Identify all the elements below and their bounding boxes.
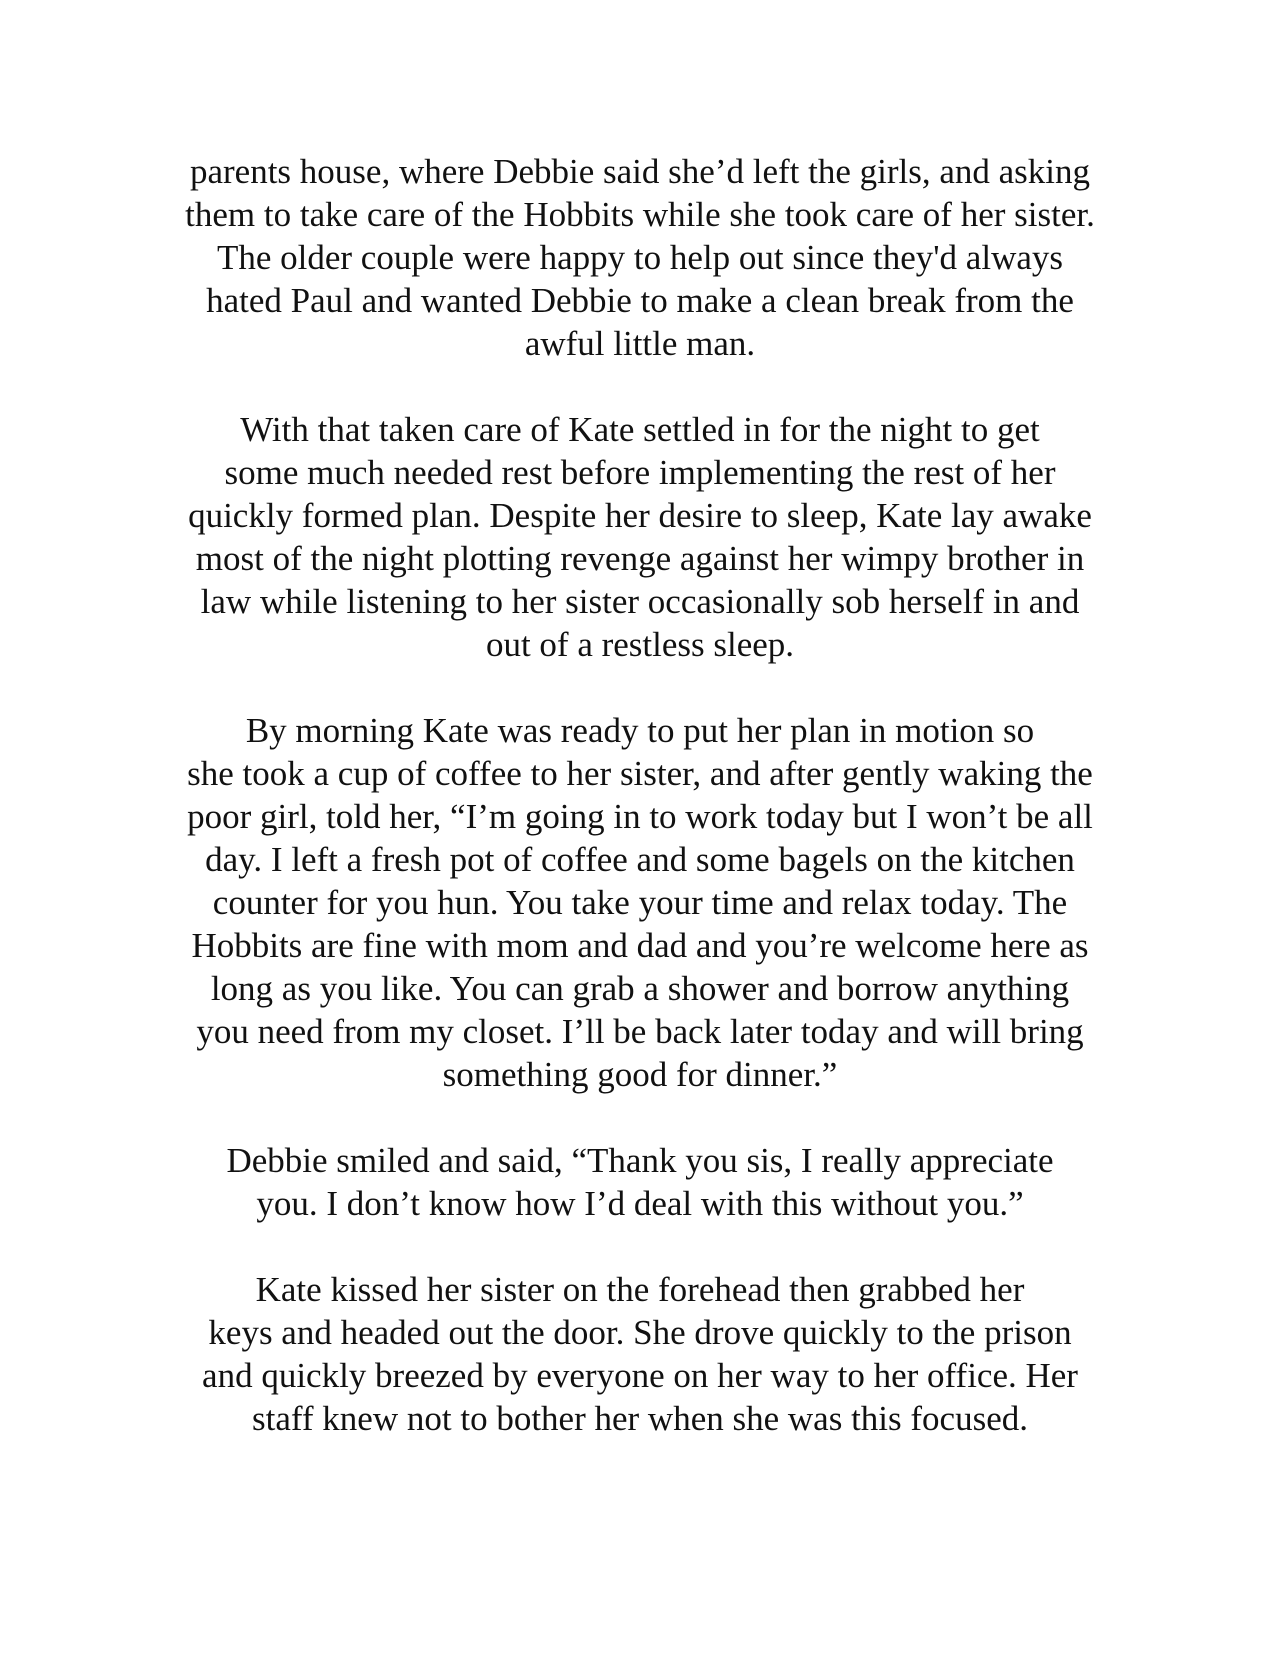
text-line: something good for dinner.”	[442, 1055, 838, 1094]
text-line: awful little man.	[524, 324, 756, 363]
text-line: By morning Kate was ready to put her plan in motion so	[245, 711, 1035, 750]
paragraph-3	[120, 709, 1160, 1096]
text-line: keys and headed out the door. She drove quickly to the prison	[208, 1313, 1072, 1352]
text-line: law while listening to her sister occasionally sob herself in and	[200, 582, 1080, 621]
text-line: Debbie smiled and said, “Thank you sis, I really appreciate	[226, 1141, 1054, 1180]
text-line: The older couple were happy to help out since they'd always	[216, 238, 1064, 277]
text-line: quickly formed plan. Despite her desire to sleep, Kate lay awake	[188, 496, 1092, 535]
story-text	[120, 150, 1160, 1483]
text-line: poor girl, told her, “I’m going in to work today but I won’t be all	[187, 797, 1093, 836]
text-line: staff knew not to bother her when she was this focused.	[252, 1399, 1028, 1438]
text-line: them to take care of the Hobbits while she took care of her sister.	[185, 195, 1095, 234]
text-line: day. I left a fresh pot of coffee and some bagels on the kitchen	[205, 840, 1075, 879]
text-line: she took a cup of coffee to her sister, and after gently waking the	[187, 754, 1093, 793]
paragraph-5	[120, 1268, 1160, 1440]
text-line: parents house, where Debbie said she’d left the girls, and asking	[189, 152, 1091, 191]
text-line: and quickly breezed by everyone on her way to her office. Her	[202, 1356, 1078, 1395]
text-line: long as you like. You can grab a shower and borrow anything	[210, 969, 1070, 1008]
text-line: you need from my closet. I’ll be back later today and will bring	[196, 1012, 1084, 1051]
text-line: Hobbits are fine with mom and dad and you’re welcome here as	[191, 926, 1089, 965]
paragraph-4	[120, 1139, 1160, 1225]
text-line: With that taken care of Kate settled in for the night to get	[240, 410, 1040, 449]
text-line: most of the night plotting revenge against her wimpy brother in	[195, 539, 1085, 578]
text-line: Kate kissed her sister on the forehead then grabbed her	[255, 1270, 1025, 1309]
text-line: you. I don’t know how I’d deal with this without you.”	[256, 1184, 1024, 1223]
paragraph-2	[120, 408, 1160, 666]
text-line: out of a restless sleep.	[485, 625, 795, 664]
text-line: hated Paul and wanted Debbie to make a clean break from the	[206, 281, 1074, 320]
text-line: counter for you hun. You take your time and relax today. The	[212, 883, 1068, 922]
text-line: some much needed rest before implementing the rest of her	[224, 453, 1056, 492]
paragraph-1	[120, 150, 1160, 365]
